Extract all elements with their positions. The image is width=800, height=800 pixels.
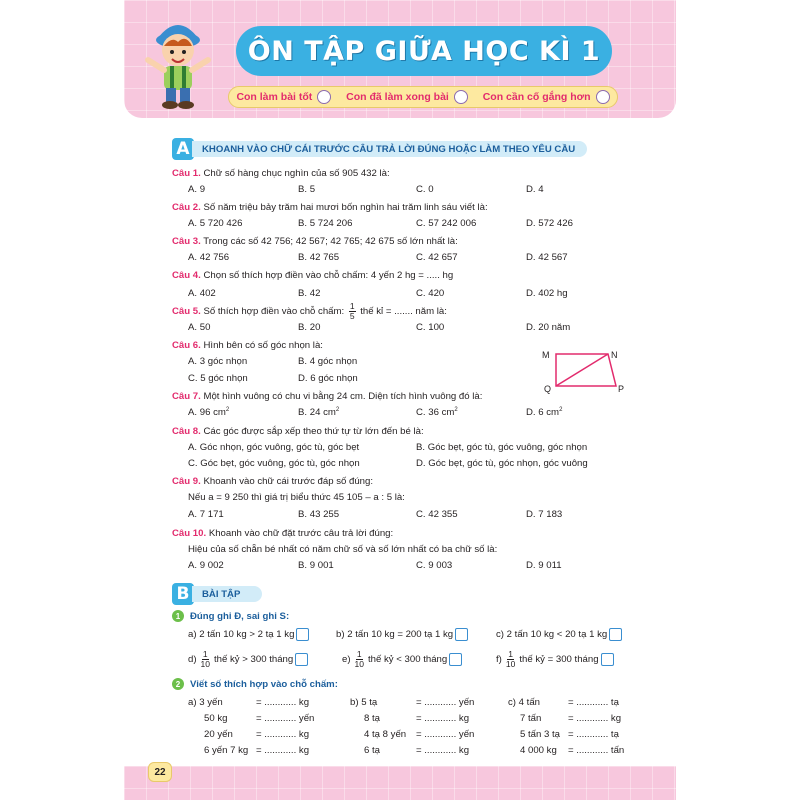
- true-false-item-a: a) 2 tấn 10 kg > 2 tạ 1 kg: [188, 628, 309, 641]
- workbook-page: [124, 0, 676, 800]
- section-letter: B: [172, 583, 194, 605]
- conversion-label: 5 tấn 3 tạ: [520, 729, 561, 740]
- true-false-item-d: d) $\frac{1}{10}$ thế kỷ > 300 tháng: [188, 650, 308, 669]
- section-letter: A: [172, 138, 194, 160]
- answer-box[interactable]: [601, 653, 614, 666]
- option-c[interactable]: C. 36 $cm^2$: [416, 407, 458, 419]
- conversion-blank[interactable]: = ............ tấn: [568, 745, 625, 756]
- option-a[interactable]: A. 9 002: [188, 560, 224, 571]
- question-7: Câu 7. Một hình vuông có chu vi bằng 24 cm. Diện tích hình vuông đó là:: [172, 391, 483, 402]
- conversion-label: 7 tấn: [520, 713, 542, 724]
- option-d[interactable]: D. 9 011: [526, 560, 562, 571]
- eval-option-good[interactable]: Con làm bài tốt: [236, 90, 331, 104]
- option-c[interactable]: C. 42 355: [416, 509, 458, 520]
- answer-box[interactable]: [609, 628, 622, 641]
- option-d[interactable]: D. 20 năm: [526, 322, 571, 333]
- question-8: Câu 8. Các góc được sắp xếp theo thứ tự từ lớn đến bé là:: [172, 426, 424, 437]
- option-a[interactable]: A. 96 $cm^2$: [188, 407, 230, 419]
- option-d[interactable]: D. 4: [526, 184, 544, 195]
- conversion-label: 6 yến 7 kg: [204, 745, 249, 756]
- eval-option-done[interactable]: Con đã làm xong bài: [346, 90, 468, 104]
- option-a[interactable]: A. 5 720 426: [188, 218, 243, 229]
- conversion-label: 8 tạ: [364, 713, 381, 724]
- page-title: ÔN TẬP GIỮA HỌC KÌ 1: [247, 35, 601, 67]
- option-b[interactable]: B. 4 góc nhọn: [298, 356, 358, 367]
- true-false-item-c: c) 2 tấn 10 kg < 20 tạ 1 kg: [496, 628, 622, 641]
- question-2: Câu 2. Số năm triệu bảy trăm hai mươi bốn nghìn hai trăm linh sáu viết là:: [172, 202, 488, 213]
- question-3: Câu 3. Trong các số 42 756; 42 567; 42 765; 42 675 số lớn nhất là:: [172, 236, 458, 247]
- conversion-blank[interactable]: = ............ yến: [416, 697, 475, 708]
- conversion-blank[interactable]: = ............ kg: [568, 713, 622, 724]
- answer-box[interactable]: [296, 628, 309, 641]
- section-b-header: [172, 583, 262, 605]
- option-d[interactable]: D. 7 183: [526, 509, 563, 520]
- question-5: Câu 5. Số thích hợp điền vào chỗ chấm: $\frac{1}{5}$ thế kỉ = ....... năm là:: [172, 301, 447, 321]
- option-a[interactable]: A. 50: [188, 322, 211, 333]
- option-b[interactable]: B. 42: [298, 288, 321, 299]
- circle-checkbox-icon[interactable]: [596, 90, 610, 104]
- conversion-label: c) 4 tấn: [508, 697, 540, 708]
- option-c[interactable]: C. 0: [416, 184, 434, 195]
- option-a[interactable]: A. Góc nhọn, góc vuông, góc tù, góc bẹt: [188, 442, 360, 453]
- option-c[interactable]: C. 100: [416, 322, 445, 333]
- option-d[interactable]: D. 6 góc nhọn: [298, 373, 358, 384]
- conversion-blank[interactable]: = ............ tạ: [568, 697, 619, 708]
- option-c[interactable]: C. 5 góc nhọn: [188, 373, 248, 384]
- question-10-line-2: Hiệu của số chẵn bé nhất có năm chữ số và số lớn nhất có ba chữ số là:: [188, 544, 498, 555]
- option-a[interactable]: A. 42 756: [188, 252, 230, 263]
- conversion-blank[interactable]: = ............ kg: [256, 745, 310, 756]
- page-number: 22: [148, 762, 172, 782]
- option-a[interactable]: A. 7 171: [188, 509, 224, 520]
- page-title-banner: [236, 26, 612, 76]
- vertex-label: P: [618, 384, 625, 394]
- option-b[interactable]: B. 20: [298, 322, 321, 333]
- conversion-label: 4 tạ 8 yến: [364, 729, 407, 740]
- option-b[interactable]: B. 5 724 206: [298, 218, 353, 229]
- question-6: Câu 6. Hình bên có số góc nhọn là:: [172, 340, 323, 351]
- question-4: Câu 4. Chọn số thích hợp điền vào chỗ chấm: 4 yến 2 hg = ..... hg: [172, 270, 454, 281]
- conversion-label: a) 3 yến: [188, 697, 223, 708]
- conversion-label: 6 tạ: [364, 745, 381, 756]
- option-a[interactable]: A. 9: [188, 184, 206, 195]
- vertex-label: N: [611, 350, 618, 360]
- circle-checkbox-icon[interactable]: [454, 90, 468, 104]
- circle-checkbox-icon[interactable]: [317, 90, 331, 104]
- option-c[interactable]: C. 57 242 006: [416, 218, 477, 229]
- conversion-blank[interactable]: = ............ yến: [256, 713, 315, 724]
- conversion-label: 4 000 kg: [520, 745, 557, 756]
- option-d[interactable]: D. 572 426: [526, 218, 573, 229]
- answer-box[interactable]: [295, 653, 308, 666]
- option-d[interactable]: D. Góc bẹt, góc tù, góc nhọn, góc vuông: [416, 458, 588, 469]
- option-a[interactable]: A. 3 góc nhọn: [188, 356, 248, 367]
- footer-background: [124, 766, 676, 800]
- boy-mascot-illustration: [142, 12, 214, 112]
- exercise-number-badge: 1: [172, 610, 184, 622]
- conversion-label: b) 5 tạ: [350, 697, 378, 708]
- question-1: Câu 1. Chữ số hàng chục nghìn của số 905 432 là:: [172, 168, 390, 179]
- question-9-line-2: Nếu a = 9 250 thì giá trị biểu thức 45 105 – a : 5 là:: [188, 492, 405, 503]
- option-b[interactable]: B. Góc bẹt, góc tù, góc vuông, góc nhọn: [416, 442, 588, 453]
- fraction: $\frac{1}{5}$: [349, 301, 355, 321]
- vertex-label: M: [542, 350, 550, 360]
- exercise-1-title: 1 Đúng ghi Đ, sai ghi S:: [172, 610, 289, 622]
- conversion-blank[interactable]: = ............ kg: [416, 713, 470, 724]
- section-a-header: [172, 138, 587, 160]
- option-d[interactable]: D. 42 567: [526, 252, 568, 263]
- option-c[interactable]: C. 42 657: [416, 252, 458, 263]
- option-b[interactable]: B. 42 765: [298, 252, 340, 263]
- section-title: KHOANH VÀO CHỮ CÁI TRƯỚC CÂU TRẢ LỜI ĐÚNG HOẶC LÀM THEO YÊU CẦU: [192, 141, 587, 157]
- exercise-number-badge: 2: [172, 678, 184, 690]
- option-d[interactable]: D. 6 $cm^2$: [526, 407, 563, 419]
- conversion-blank[interactable]: = ............ kg: [416, 745, 470, 756]
- option-c[interactable]: C. Góc bẹt, góc vuông, góc tù, góc nhọn: [188, 458, 360, 469]
- vertex-label: Q: [544, 384, 552, 394]
- true-false-item-b: b) 2 tấn 10 kg = 200 tạ 1 kg: [336, 628, 468, 641]
- conversion-blank[interactable]: = ............ tạ: [568, 729, 619, 740]
- option-b[interactable]: B. 43 255: [298, 509, 340, 520]
- conversion-blank[interactable]: = ............ yến: [416, 729, 475, 740]
- option-b[interactable]: B. 24 $cm^2$: [298, 407, 340, 419]
- option-a[interactable]: A. 402: [188, 288, 216, 299]
- true-false-item-f: f) $\frac{1}{10}$ thế kỷ = 300 tháng: [496, 650, 614, 669]
- option-b[interactable]: B. 5: [298, 184, 316, 195]
- question-9: Câu 9. Khoanh vào chữ cái trước đáp số đúng:: [172, 476, 374, 487]
- answer-box[interactable]: [449, 653, 462, 666]
- option-c[interactable]: C. 9 003: [416, 560, 453, 571]
- conversion-blank[interactable]: = ............ kg: [256, 697, 310, 708]
- self-evaluation-bar: [228, 86, 618, 108]
- option-b[interactable]: B. 9 001: [298, 560, 334, 571]
- question-10: Câu 10. Khoanh vào chữ đặt trước câu trả lời đúng:: [172, 528, 394, 539]
- conversion-label: 50 kg: [204, 713, 228, 724]
- answer-box[interactable]: [455, 628, 468, 641]
- option-d[interactable]: D. 402 hg: [526, 288, 568, 299]
- conversion-label: 20 yến: [204, 729, 233, 740]
- conversion-blank[interactable]: = ............ kg: [256, 729, 310, 740]
- option-c[interactable]: C. 420: [416, 288, 445, 299]
- eval-option-try-harder[interactable]: Con cần cố gắng hơn: [483, 90, 610, 104]
- section-title: BÀI TẬP: [192, 586, 262, 602]
- true-false-item-e: e) $\frac{1}{10}$ thế kỷ < 300 tháng: [342, 650, 462, 669]
- trapezoid-figure-mnpq: [536, 346, 626, 394]
- exercise-2-title: 2 Viết số thích hợp vào chỗ chấm:: [172, 678, 338, 690]
